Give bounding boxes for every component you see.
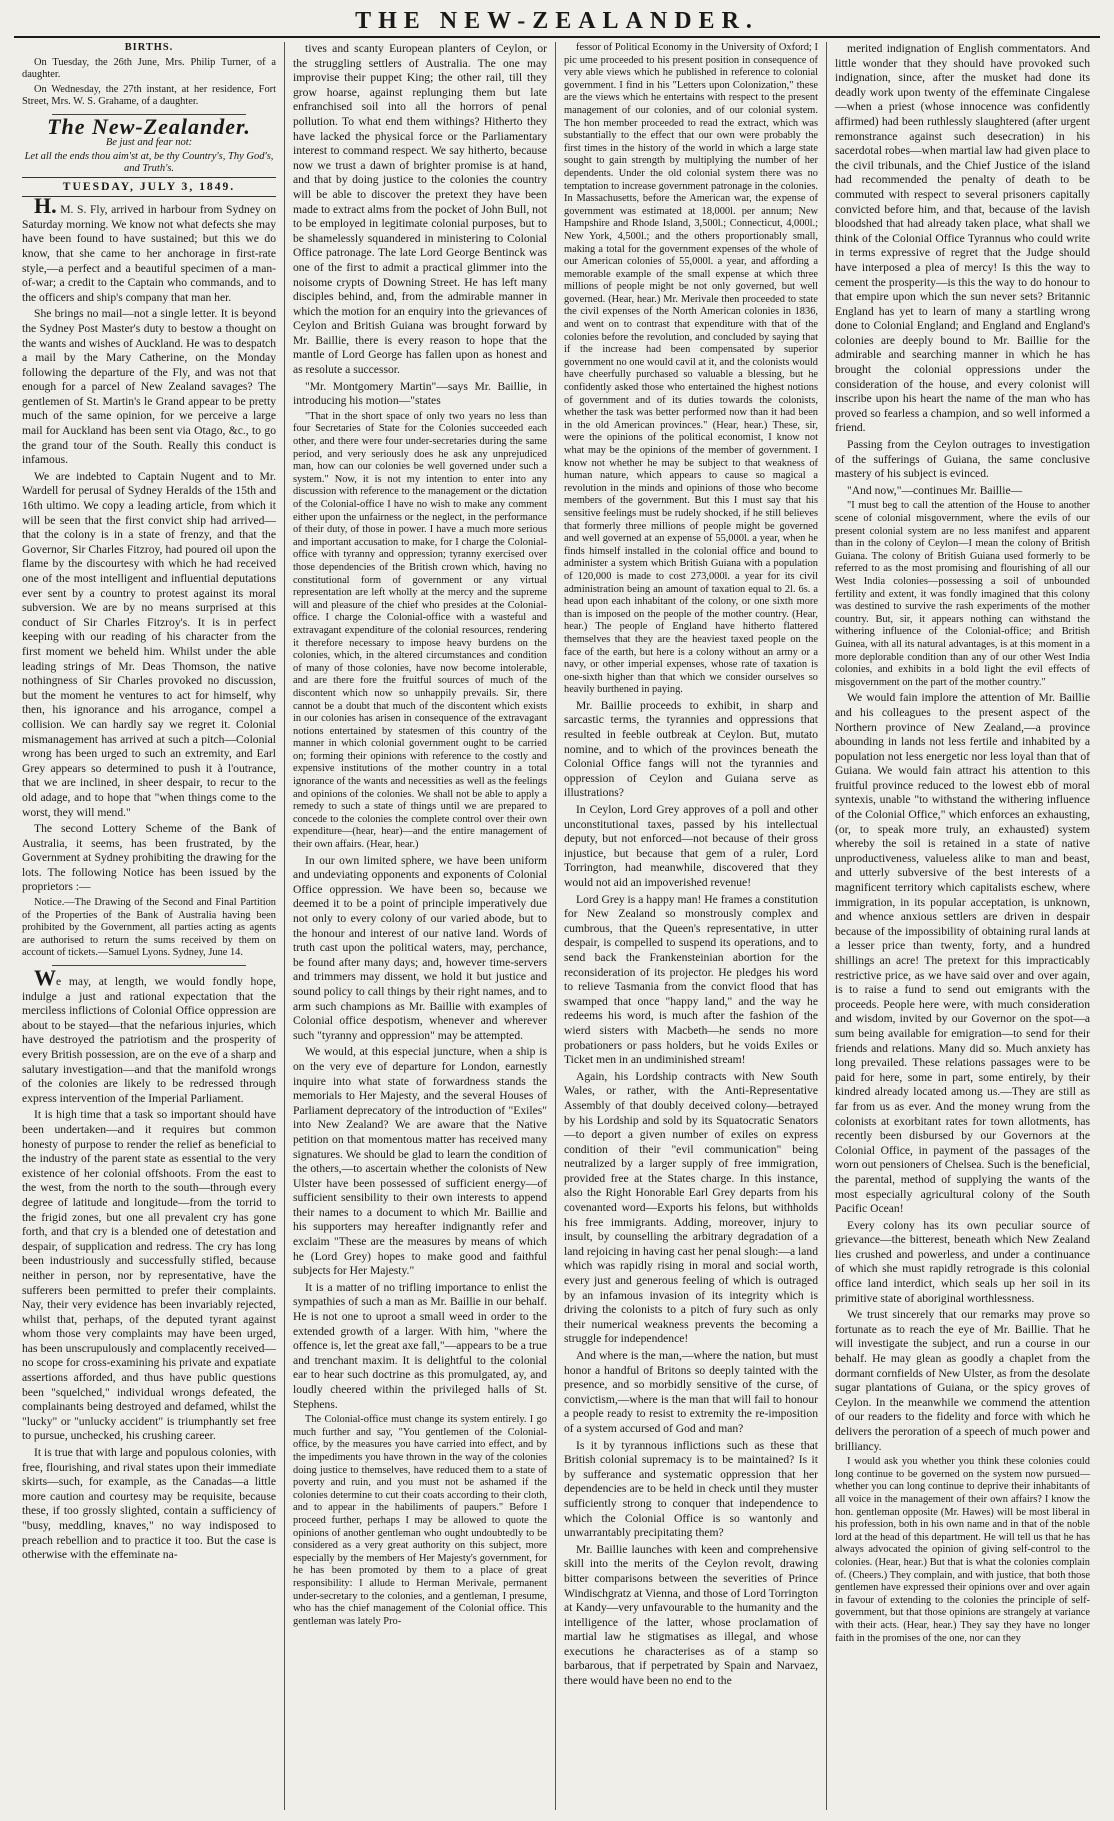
article-paragraph: merited indignation of English commentators. And little wonder that they should have provoked such indignation, since, after the musket had done its deadly work upon twenty of the effeminate Cingalese—when a priest (whose innocence was confidently affirmed) had been ruthlessly slaughtered (after urgent remonstrance against such desecration) in his sacerdotal robes—when martial law had given place to the civil tribunals, and the Chief Justice of the island had recommended the penalty of death to be commuted with respect to several prisoners capitally convicted before him, and that, because of the lavish bloodshed that had already taken place, what shall we think of the Colonial Office Tyrannus who could write in terms expressive of regret that the Judge should have interposed a plea of mercy! Is this the way to cement the prosperity—is this the way to do honour to that empire upon which the sun never sets? Britannic England has yet to learn of many a startling wrong done to Colonial England; and England and England's colonies are deeply bound to Mr. Baillie for the admirable and searching manner in which he has brought the colonial oppressions under the consideration of the house, and every colonist will inscribe upon his heart the name of the man who has proved so fearless a champion, and so well informed a friend. [835,42,1090,435]
article-paragraph: Is it by tyrannous inflictions such as these that British colonial supremacy is to be maintained? Is it by sufferance and systematic oppression that her dependencies are to be held in check until they muster sufficiently strong to conquer that independence to which the Colonial Office is so wantonly and unwarrantably precipitating them? [564,1438,818,1540]
article-paragraph: In Ceylon, Lord Grey approves of a poll and other unconstitutional taxes, passed by his intellectual deputy, but not enforced—not because of their gross injustice, but because that gem of a ruler, Lord Torrington, had meanwhile, discovered that they would not aid an impoverished revenue! [564,803,818,889]
article-paragraph: It is a matter of no trifling importance to enlist the sympathies of such a man as Mr. Baillie in our behalf. He is not one to uproot a small weed in order to the extended growth of a larger. With him, "where the offence is, let the great axe fall,"—appears to be a true and trenchant maxim. It is delightful to the colonial ear to hear such doctrine as this promulgated, ay, and loudly cheered within the privileged halls of St. Stephens. [293,1280,547,1411]
article-paragraph: The second Lottery Scheme of the Bank of Australia, it seems, has been frustrated, by the Government at Sydney prohibiting the drawing for the lots. The following Notice has been issued by the proprietors :— [22,822,276,894]
article-paragraph: Every colony has its own peculiar source of grievance—the bitterest, beneath which New Zealand lies crushed and powerless, and under a continuance of which she must rapidly retrograde is this colonial office land interdict, which seals up her soil in its primitive state of aboriginal worthlessness. [835,1218,1090,1305]
motto-line-1: Be just and fear not: [105,136,193,148]
masthead: THE NEW-ZEALANDER. [355,8,759,34]
columns [14,42,1100,1810]
article-paragraph: Mr. Baillie proceeds to exhibit, in sharp and sarcastic terms, the tyrannies and oppressions that resulted in feeble outbreak at Ceylon. But, mutato nomine, and to which of the provinces beneath the Colonial Office fangs will not the tyrannies and oppression of Ceylon and Guiana serve as illustrations? [564,698,818,800]
article-paragraph: tives and scanty European planters of Ceylon, or the struggling settlers of Australia. The one may improvise their puppet King; the other rail, till they grow hoarse, against replunging them but late enfranchised soil into all the horrors of penal pollution. To what end them withings? Hitherto they have lacked the physical force or the Parliamentary interest to command respect. We say hitherto, because now we trust a dawn of brighter promise is at hand, and that by doing justice to the colonies the country will be able to discover the pretext they have been made to extract alms from the pocket of John Bull, not to be employed in legitimate colonial purposes, but to be shamelessly squandered in ministering to Colonial Office patronage. The late Lord George Bentinck was one of the first to admit a practical glimmer into the noisome crypts of Downing Street. He has left many disciples behind, and, from the admirable manner in which the motion for an enquiry into the grievances of Ceylon and British Guiana was brought forward by Mr. Baillie, there is every reason to hope that the mantle of Lord George has fallen upon as honest and as resolute a successor. [293,42,547,377]
article-paragraph: And where is the man,—where the nation, but must honor a handful of Britons so deeply tainted with the presence, and so morbidly sensitive of the curse, of convictism,—where is the man that will fail to honour a people ready to resist to extremity the re-imposition of a system accursed of God and man? [564,1349,818,1435]
motto-line-2: Let all the ends thou aim'st at, be thy Country's, Thy God's, and Truth's. [24,150,274,174]
quoted-speech: I would ask you whether you think these colonies could long continue to be governed on the system now pursued—whether you can long continue to deprive their inhabitants of all voice in the management of their own affairs? I know the hon. gentleman opposite (Mr. Hawes) will be most liberal in his profession, both in his own name and in that of the noble lord at the head of this department. He will tell us that he has always advocated the opinion of giving self-control to the colonies. (Hear, hear.) But that is what the colonies complain of. (Cheers.) They complain, and with justice, that both those gentlemen have expressed their opinions over and over again in favour of extending to the colonies the principle of self-government, but that those opinions are strangely at variance with their acts. (Hear, hear.) They say they have no longer faith in the promises of the one, nor can they [835,1456,1090,1644]
masthead-rule [14,36,1100,38]
article-paragraph: It is high time that a task so important should have been undertaken—and it requires but common honesty of purpose to render the relief as beneficial to the industry of the parent state as essential to the very existence of her colonial offshoots. From the east to the west, from the north to the south—through every degree of latitude and longitude—from the torrid to the frigid zones, but one all prevalent cry has gone forth, and that cry is a blended one of detestation and despair, of supplication and redress. The cry has long been industriously and successfully stifled, because neither in person, nor by representative, have the sufferers been permitted to prefer their complaints. Nay, their very evidence has been invariably rejected, whilst that, perhaps, of the deputed tyrant against whom those very complaints may have been urged, has been unscrupulously and complacently received—no scope for cross-examining his private and expatiate assertions afforded, and thus have public questions been "squelched," individual wrongs defeated, the complainants being destroyed and defamed, whilst the "lucky" or "unlucky accident" is triumphantly set free to pursue, unchecked, his crushing career. [22,1108,276,1443]
article-paragraph: She brings no mail—not a single letter. It is beyond the Sydney Post Master's duty to bestow a thought on the wants and wishes of Auckland. He was to despatch a mail by the Mary Catherine, on the Monday following the departure of the Fly, and was not that enough for a parcel of New Zealand savages? The gentlemen of St. Martin's le Grand appear to be pretty much of the same opinion, for we perceive a large mail for Auckland has been sent via Otago, &c., to go the grand tour of the South. Really this conduct is infamous. [22,307,276,467]
article-paragraph: "And now,"—continues Mr. Baillie— [847,483,1023,497]
article-paragraph: We trust sincerely that our remarks may prove so fortunate as to reach the eye of Mr. Baillie. That he will investigate the subject, and run a course in our behalf. He may glean as goodly a chaplet from the dormant cornfields of New Ulster, as from the desolate sugar plantations of Guiana, or the spicy groves of Ceylon. In the meanwhile we commend the attention of our readers to the fidelity and force with which he delivers the peroration of a speech of much power and brilliancy. [835,1308,1090,1453]
quoted-speech: "I must beg to call the attention of the House to another scene of colonial misgovernment, where the evils of our present colonial system are no less manifest and apparent than in the colony of Ceylon—I mean the colony of British Guiana. The colony of British Guiana used formerly to be referred to as the most promising and flourishing of all our West India colonies—possessing a soil of unbounded fertility and extent, it was fondly imagined that this colony was destined to survive the rash experiments of the mother country. But, sir, it appears nothing can withstand the withering influence of the Colonial-office; and British Guinea, with all its natural advantages, is at this moment in a more deplorable condition than any of our other West India colonies, and exhibits in a bold light the evil effects of misgovernment on the part of the mother country." [835,500,1090,688]
article-paragraph: H. M. S. Fly, arrived in harbour from Sydney on Saturday morning. We know not what defects she may have been found to have sustained; but this we do know, that she came to her anchorage in first-rate style,—a perfect and a beautiful specimen of a man-of-war; a credit to the Captain who commands, and to the officers and ship's company that man her. [22,193,276,304]
article-paragraph: In our own limited sphere, we have been uniform and undeviating opponents and exponents of Colonial Office oppression. We have been so, because we deemed it to be a point of principle imperatively due not only to every colony of our varied abode, but to the honour and interest of our native land. Words of truth cast upon the political waters, may, perchance, be found after many days; and, however time-servers and trimmers may dissent, we hold it but justice and sound policy to call things by their right names, and to arm such champions as Mr. Baillie with examples of Colonial office despotism, whenever and wherever such "tyranny and oppression" may be attempted. [293,853,547,1042]
column-4 [827,42,1098,1810]
article-paragraph: We would, at this especial juncture, when a ship is on the very eve of departure for London, earnestly inquire into what state of forwardness stands the memorials to Her Majesty, and the several Houses of Parliament deprecatory of the introduction of "Exiles" into New Zealand? We are aware that the Native petition on that momentous matter has received many signatures. We should be glad to learn the condition of the others,—to ascertain whether the colonists of New Ulster have been possessed of sufficient energy—of sufficient sensibility to their own interests to append their names to a document to which Mr. Baillie and his supporters may hereafter indignantly refer and exclaim "These are the measures by means of which he (Lord Grey) hopes to make good and faithful subjects for Her Majesty." [293,1045,547,1278]
article-paragraph: Lord Grey is a happy man! He frames a constitution for New Zealand so monstrously complex and cumbrous, that the Queen's representative, in utter despair, is compelled to suspend its operations, and to send back the Frankensteinian abortion for the reconsideration of its projector. He pledges his word to relieve Tasmania from the convict flood that has swamped that once "happy land," and the way he redeems his word, is much after the fashion of the wierd sisters with Macbeth—he sends no more probationers or pass holders, but he voids Exiles or Ticket men in an undiminished stream! [564,892,818,1067]
quoted-speech: fessor of Political Economy in the University of Oxford; I pic ume proceeded to his present position in consequence of very able views which he published in reference to colonial government. I find in his "Letters upon Colonization," these are the views which he entertains with respect to the present management of our colonies, and of our colonial system. The hon member proceeded to read the extract, which was substantially to the effect that our own were probably the first times in the history of the world in which a large state sought to gain strength by multiplying the number of her dependents. Under the old colonial system there was no temptation to increase government patronage in the colonies. In Massachusetts, before the American war, the expense of government was estimated at 18,000l. per annum; New Hampshire and Rhode Island, 3,500l.; Connecticut, 4,000l.; New York, 4,500l.; and the others proportionably small, making a total for the government expenses of the whole of our American colonies of 55,000l. a year, and affording a memorable example of the small expense at which three millions of people might be not only governed, but well governed. (Hear, hear.) Mr. Merivale then proceeded to state the civil expenses of the North American colonies in 1836, and went on to contrast that expenditure with that of the colonies before the revolution, and concluded by saying that if the increase had been compensated by superior government no one would cavil at it, and the colonists would have cheerfully purchased so valuable a blessing, but he confidently asked those who entertained the highest notions of government and of its duties towards the colonists, whether the task was better performed now than it had been in the old American provinces." (Hear, hear.) These, sir, were the opinions of the political economist, I know not what may be the opinions of the member of government. I know not whether he may be subject to that weakness of human nature, which appears to cause so magical a revolution in the minds and opinions of those who become members of the government. But this I must say that his sensitive feelings must be rudely shocked, if he still believes that formerly three millions of people might be governed and well governed at an expense of 55,000l. a year, when he finds himself installed in the colonial office and bound to administer a system which British Guiana with a population of 120,000 is made to cost 273,000l. a year for its civil administration being an amount of taxation equal to 2l. 6s. a head upon each inhabitant of the colony, or one sixth more than is imposed on the people of the mother country. (Hear, hear.) The people of England have hitherto flattered themselves that they are the heaviest taxed people on the face of the earth, but here is a colony without an army or a navy, or other imperial expenses, whose rate of taxation is one-sixth higher than that which we consider ourselves so heavily burthened in paying. [564,42,818,696]
article-paragraph: We may, at length, we would fondly hope, indulge a just and rational expectation that the merciless inflictions of Colonial Office oppression are about to be stayed—that the nefarious injuries, which have destroyed the patriotism and the prosperity of every British possession, are on the eve of a sharp and salutary investigation—and that the manifold wrongs of the colonies are likely to be redressed through express intervention of the Imperial Parliament. [22,965,276,1105]
column-1 [14,42,285,1810]
births-heading: BIRTHS. [124,42,174,53]
article-paragraph: "Mr. Montgomery Martin"—says Mr. Baillie, in introducing his motion—"states [293,379,547,408]
article-paragraph: We would fain implore the attention of Mr. Baillie and his colleagues to the present aspect of the Northern province of New Zealand,—a province abounding in lands not less fertile and inhabited by a population not less energetic nor less loyal than that of Guiana. We would fain attract his attention to this fruitful province reduced to the lowest ebb of moral syntexis, unable "to withstand the withering influence of the Colonial Office," which enforces an exhausting, (or, to speak more truly, an exhausted) system whereby the soil is retained in a state of native unproductiveness, valueless alike to man and beast, and utterly subversive of the best interests of a magnificent territory which capitalists eschew, where immigration, in its popular acceptation, is unknown, and whence anxious settlers are driven in despair because of the impossibility of obtaining rural lands at a lesser price than twenty, forty, and a hundred shillings an acre! The pretext for this impracticably restrictive price, as we have said over and over again, is to raise a fund to send out emigrants with the proceeds. People here were, with much consideration and wisdom, invited by our Governor on the spot—a sum being available for emigration—to send for their friends and relations. Many did so. Much anxiety has long prevailed. These relations passages were to be paid for here, some in part, some entirely, by their kindred already located among us.—They are still as far from us as ever. And the money wrung from the colonists at exorbitant rates for town allotments, has recently been disbursed by our Governors at the Colonial Office, in payment of the passages of the worn out pensioners of Chelsea. Such is the beneficial, the parental, method of supplying the wants of the most especially agricultural colony of the South Pacific Ocean! [835,691,1090,1216]
column-3 [556,42,827,1810]
dateline: TUESDAY, JULY 3, 1849. [22,177,276,198]
lottery-notice: Notice.—The Drawing of the Second and Final Partition of the Properties of the Bank of Australia having been prohibited by the Government, all parties acting as agents are authorised to return the sums received by them on account of tickets.—Samuel Lyons. Sydney, June 14. [22,897,276,959]
birth-notice-1: On Tuesday, the 26th June, Mrs. Philip Turner, of a daughter. [22,56,276,81]
article-paragraph: Mr. Baillie launches with keen and comprehensive skill into the merits of the Ceylon revolt, drawing bitter comparisons between the severities of Prince Windischgratz at Vienna, and those of Lord Torrington at Kandy—very unfavourable to the humanity and the intelligence of the latter, whose proclamation of martial law he stigmatises as illegal, and whose executions he characterises as of a stamp so barbarous, that if perpetrated by Spain and Narvaez, there would have been no end to the [564,1542,818,1688]
article-paragraph: It is true that with large and populous colonies, with free, flourishing, and rival states upon their immediate skirts—such, for example, as the Canadas—a little more caution and courtesy may be requisite, because these, if too grossly slighted, contain a sufficiency of "busy, meddling, knaves," no way indisposed to preach rebellion and to practice it too. But the case is otherwise with the effeminate na- [22,1446,276,1562]
quoted-speech: "That in the short space of only two years no less than four Secretaries of State for the Colonies succeeded each other, and there were four under-secretaries during the same period, and very seriously does he ask any unprejudiced man, how can our colonies be well governed under such a system." Now, it is not my intention to enter into any discussion with reference to the management or the dictation of the Colonial-office I have no wish to make any comment either upon the unfairness or the neglect, in the performance of their duty, of those in power. I have a much more serious and important accusation to make, for I charge the Colonial-office with tyranny and oppression; tyranny exercised over those dependencies of the British crown which, having no constitutional form of government or any virtual representation are left wholly at the mercy and the supreme will and pleasure of the chief who presides at the Colonial-office. I charge the Colonial-office with a wasteful and extravagant expenditure of the colonial resources, rendering it therefore necessary to impose heavy burdens on the colonies, which, in the altered circumstances and condition of many of those colonies, have now become intolerable, and are there fore the fruitful sources of much of the discontent which now so unhappily prevails. Sir, there cannot be a doubt that much of the discontent which exists in our colonies has arisen in consequence of the extravagant notions entertained by statesmen of this country of the manner in which colonial government ought to be carried on; forming their opinions with reference to the costly and expensive institutions of the mother country in a total ignorance of the wants and necessities as well as the feelings and opinions of the colonies. We shall not be able to apply a remedy to such a state of things until we are prepared to concede to the colonies the complete control over their own expenditure—(hear, hear)—and the entire management of their own affairs. (Hear, hear.) [293,410,547,851]
article-paragraph: Passing from the Ceylon outrages to investigation of the sufferings of Guiana, the same conclusive mastery of his subject is evinced. [835,438,1090,481]
article-paragraph: We are indebted to Captain Nugent and to Mr. Wardell for perusal of Sydney Heralds of the 15th and 16th ultimo. We copy a leading article, from which it will be seen that the first convict ship had arrived—that the colony is in a state of frenzy, and that the Governor, Sir Charles Fitzroy, had poured oil upon the flame by the discourtesy with which he had received one of the most intelligent and influential deputations ever sent by a country to protest against its moral subversion. We are by no means surprised at this conduct of Sir Charles Fitzroy's. It is in perfect keeping with our reading of his character from the first moment we beheld him. Whilst under the able leading strings of Mr. Deas Thomson, the native nothingness of Sir Charles provoked no discussion, but the moment he ventures to act for himself, why then, his ignorance and his arrogance, compel a collision. We can hardly say we regret it. Colonial mismanagement has arrived at such a pitch—Colonial wrong has been urged to such an extremity, and Earl Grey appears so determined to push it à l'outrance, that we are inclined, in sheer despair, to recur to the old adage, and to hope that "when things come to the worst, they will mend." [22,469,276,819]
divider [52,965,246,966]
article-paragraph: Again, his Lordship contracts with New South Wales, or rather, with the Anti-Representative Assembly of that doubly deceived colony—betrayed by his Lordship and sold by its Squatocratic Senators—to deport a given number of exiles on express condition of their "evil communication" being neutralized by a larger supply of free immigration, provided free at the States charge. In this instance, also the Right Honorable Earl Grey departs from his covenanted word—Exports his felons, but withholds his free immigrants. Adding, moreover, injury to insult, by counselling the arbitrary degradation of a land rejoicing in having cast her penal slough:—a land which was rapidly rising in moral and social worth, every just and generous feeling of which is outraged by an infamous invasion of its integrity which is driving the colonists to a pitch of fury such as only their numerical weakness prevents the becoming a struggle for independence! [564,1069,818,1346]
quoted-speech: The Colonial-office must change its system entirely. I go much further and say, "You gentlemen of the Colonial-office, by the measures you have carried into effect, and by the impediments you have thrown in the way of the colonies doing justice to themselves, have reduced them to a state of poverty and ruin, and you must not be ashamed if the colonies determine to cut their coats according to their cloth, and to appear in the habiliments of paupers." Before I proceed further, perhaps I may be allowed to quote the opinions of another gentleman who ought undoubtedly to be considered as a very great authority on this subject, more especially by the members of Her Majesty's government, for he has been promoted by them to a place of great responsibility: I allude to Herman Merivale, permanent under-secretary to the colonies, and a gentleman, I presume, who has the chief management of the Colonial office. This gentleman was lately Pro- [293,1414,547,1627]
paper-name: The New-Zealander. [47,113,251,139]
column-2 [285,42,556,1810]
birth-notice-2: On Wednesday, the 27th instant, at her residence, Fort Street, Mrs. W. S. Grahame, of a daughter. [22,83,276,108]
